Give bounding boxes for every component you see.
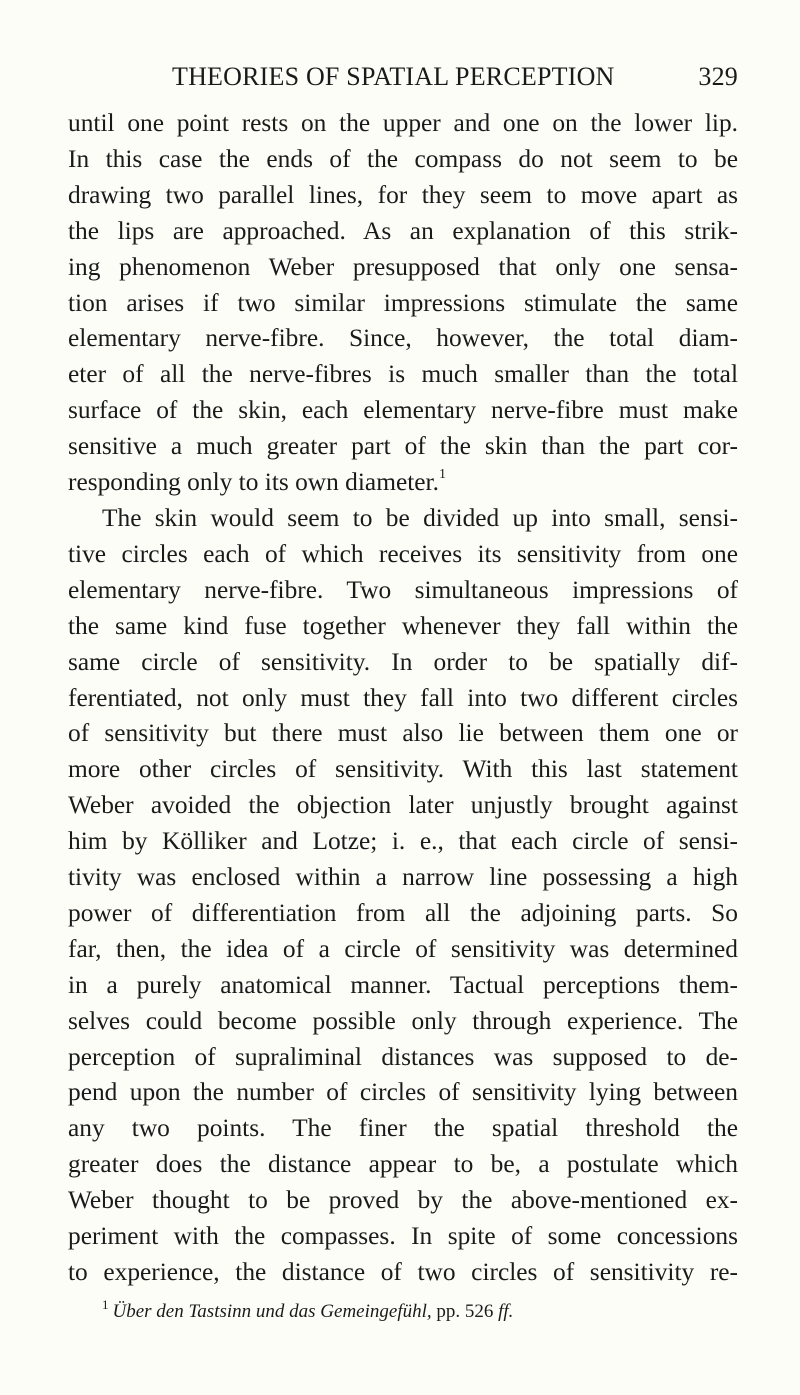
text-line [68, 1147, 738, 1183]
text-line-content: of sensitivity but there must also lie between them one or [68, 719, 738, 748]
text-line [68, 681, 738, 717]
text-line [68, 393, 738, 429]
text-line [68, 788, 738, 824]
text-line-content: Weber avoided the objection later unjustly brought against [68, 791, 738, 820]
text-line [68, 142, 738, 178]
text-line-content: perception of supraliminal distances was supposed to de- [68, 1042, 738, 1071]
text-line-content: tion arises if two similar impressions stimulate the same [68, 288, 738, 317]
text-line [68, 321, 738, 357]
text-line-content: tive circles each of which receives its sensitivity from one [68, 539, 738, 568]
text-line-content: him by Kölliker and Lotze; i. e., that each circle of sensi- [68, 827, 738, 856]
text-line-content: ing phenomenon Weber presupposed that only one sensa- [68, 252, 738, 281]
text-line [68, 896, 738, 932]
footnote-reference: 1 [438, 467, 446, 483]
text-line [68, 429, 738, 465]
text-line-content: elementary nerve-fibre. Two simultaneous impressions of [68, 575, 738, 604]
text-line [68, 1219, 738, 1255]
text-line-content: any two points. The finer the spatial threshold the [68, 1114, 738, 1143]
text-line [68, 968, 738, 1004]
body-text [68, 106, 738, 1291]
book-page [68, 62, 738, 1326]
text-line [68, 824, 738, 860]
text-line-content: sensitive a much greater part of the skin than the part cor- [68, 432, 738, 461]
text-line [68, 645, 738, 681]
text-line-content: drawing two parallel lines, for they seem to move apart as [68, 180, 738, 209]
text-line-content: in a purely anatomical manner. Tactual perceptions them- [68, 970, 738, 999]
footnote-mark: 1 [102, 1296, 109, 1312]
footnote-pages: pp. 526 [431, 1300, 499, 1322]
text-line [68, 1040, 738, 1076]
text-line [68, 1075, 738, 1111]
text-line-content: power of differentiation from all the adjoining parts. So [68, 898, 738, 927]
text-line [68, 250, 738, 286]
text-line [68, 465, 738, 501]
text-line [68, 357, 738, 393]
text-line [68, 1255, 738, 1291]
running-head-title: THEORIES OF SPATIAL PERCEPTION [172, 62, 615, 91]
text-line [68, 178, 738, 214]
text-line-content: tivity was enclosed within a narrow line possessing a high [68, 863, 738, 892]
footnote [68, 1291, 738, 1326]
text-line-content: same circle of sensitivity. In order to be spatially dif- [68, 647, 738, 676]
text-line [68, 1004, 738, 1040]
text-line-content: elementary nerve-fibre. Since, however, the total diam- [68, 324, 738, 353]
text-line [68, 286, 738, 322]
text-line-content: to experience, the distance of two circles of sensitivity re- [68, 1258, 738, 1286]
text-line-content: more other circles of sensitivity. With this last statement [68, 755, 738, 784]
text-line [68, 716, 738, 752]
text-line [68, 609, 738, 645]
text-line-content: the same kind fuse together whenever they fall within the [68, 611, 738, 640]
text-line-content: pend upon the number of circles of sensitivity lying between [68, 1078, 738, 1107]
text-line [68, 860, 738, 896]
text-line-content: eter of all the nerve-fibres is much smaller than the total [68, 360, 738, 389]
text-line [68, 537, 738, 573]
text-line-content: surface of the skin, each elementary nerve-fibre must make [68, 396, 738, 425]
text-line [68, 106, 738, 142]
text-line-content: responding only to its own diameter. [68, 468, 439, 497]
footnote-title: Über den Tastsinn und das Gemeingefühl, [112, 1300, 432, 1322]
text-line-content: far, then, the idea of a circle of sensitivity was determined [68, 934, 738, 963]
text-line [68, 214, 738, 250]
text-line [68, 573, 738, 609]
text-line [68, 932, 738, 968]
text-line [68, 752, 738, 788]
footnote-ff: ff. [498, 1300, 514, 1322]
text-line-content: The skin would seem to be divided up into small, sensi- [102, 503, 738, 532]
text-line-content: selves could become possible only through experience. The [68, 1006, 738, 1035]
text-line-content: In this case the ends of the compass do not seem to be [68, 144, 738, 173]
text-line [68, 1111, 738, 1147]
text-line-content: until one point rests on the upper and one on the lower lip. [68, 109, 738, 137]
text-line-content: the lips are approached. As an explanation of this strik- [68, 216, 738, 245]
running-head [68, 62, 738, 92]
text-line [68, 1183, 738, 1219]
text-line-content: periment with the compasses. In spite of some concessions [68, 1222, 738, 1251]
text-line-content: greater does the distance appear to be, a postulate which [68, 1150, 738, 1179]
page-number: 329 [698, 62, 738, 91]
text-line [68, 501, 738, 537]
text-line-content: ferentiated, not only must they fall into two different circles [68, 683, 738, 712]
text-line-content: Weber thought to be proved by the above-mentioned ex- [68, 1186, 738, 1215]
